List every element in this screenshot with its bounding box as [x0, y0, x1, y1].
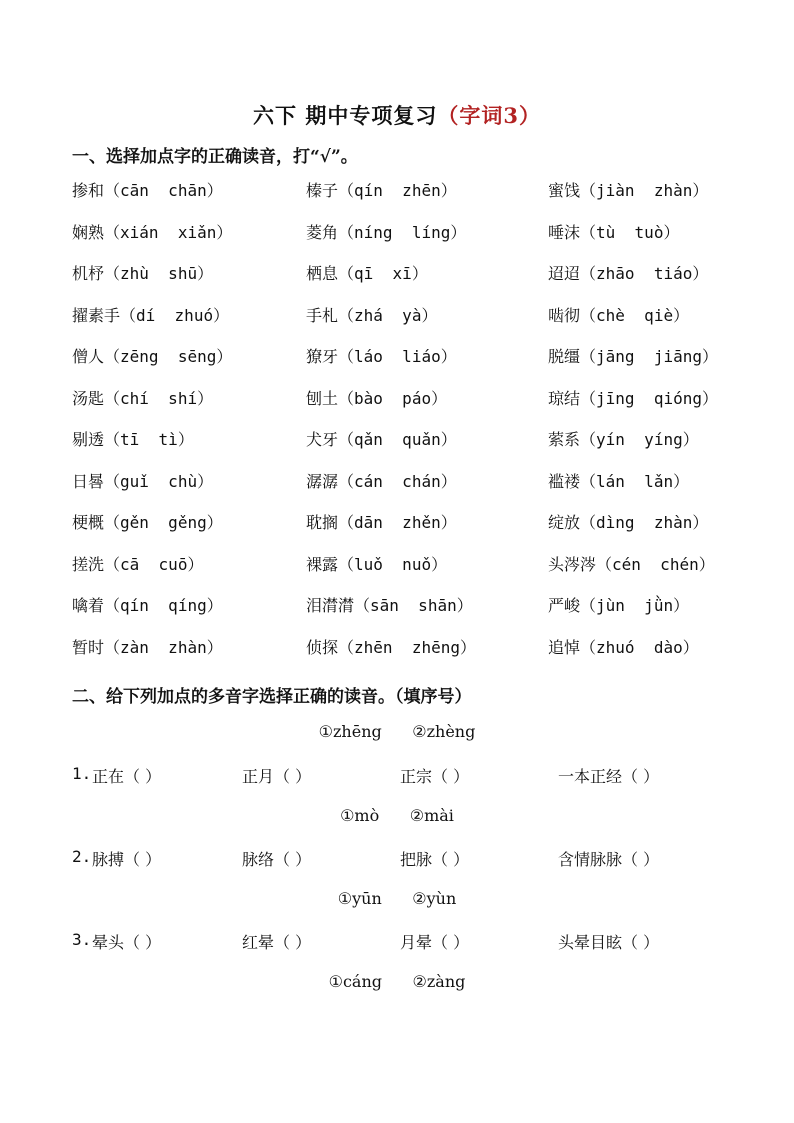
word: 刨土 [306, 388, 339, 408]
word-choice-item[interactable] [72, 261, 213, 284]
pinyin-options: （chí shí） [104, 388, 214, 408]
pinyin-options: （cān chān） [104, 181, 223, 200]
pinyin-options: （qǎn quǎn） [338, 430, 457, 449]
question-item[interactable]: 红晕（ ） [242, 933, 312, 952]
word-choice-item[interactable] [72, 220, 232, 243]
grid-row [72, 593, 752, 635]
word-choice-item[interactable] [72, 635, 223, 658]
word: 蜜饯 [548, 181, 581, 200]
word: 琼结 [548, 388, 581, 408]
word: 擢素手 [72, 305, 121, 325]
question-number: 2. [72, 847, 92, 866]
word: 追悼 [548, 637, 581, 657]
pinyin-options: （bào páo） [338, 388, 448, 408]
word-choice-item[interactable] [548, 469, 689, 492]
word: 掺和 [72, 181, 105, 200]
question-item[interactable]: 含情脉脉（ ） [558, 850, 660, 869]
question-number: 1. [72, 764, 92, 783]
word-choice-item[interactable] [306, 510, 457, 533]
word-choice-item[interactable] [306, 593, 473, 616]
pinyin-options: （dí zhuó） [120, 305, 230, 325]
grid-row [72, 178, 752, 220]
pinyin-options: （láo liáo） [338, 347, 457, 366]
question-item[interactable]: 把脉（ ） [400, 850, 470, 869]
grid-row [72, 261, 752, 303]
options-group-4: ①cáng ②zàng [328, 972, 466, 991]
word-choice-item[interactable] [548, 427, 699, 450]
word-choice-item[interactable] [548, 178, 708, 201]
word: 手札 [306, 305, 339, 325]
word: 耽搁 [306, 513, 339, 532]
options-group-3: ①yūn ②yùn [337, 889, 457, 908]
title-main: 六下 期中专项复习 [253, 103, 438, 128]
pinyin-options: （zēng sēng） [104, 347, 233, 366]
pinyin-options: （xián xiǎn） [104, 222, 233, 242]
question-item[interactable]: 正宗（ ） [400, 767, 470, 786]
pinyin-options: （zhù shū） [104, 264, 214, 283]
word: 泪潸潸 [306, 596, 355, 615]
pinyin-options: （luǒ nuǒ） [338, 554, 448, 574]
grid-row [72, 427, 752, 469]
pinyin-options: （níng líng） [338, 222, 467, 242]
word: 严峻 [548, 596, 581, 615]
word-choice-item[interactable] [306, 427, 457, 450]
word-choice-item[interactable] [306, 220, 466, 243]
word: 萦系 [548, 430, 581, 449]
pinyin-options: （sān shān） [354, 596, 473, 615]
word: 栖息 [306, 264, 339, 283]
word-choice-item[interactable] [72, 552, 203, 575]
word-choice-item[interactable] [72, 427, 194, 450]
word: 潺潺 [306, 471, 339, 491]
section2-heading: 二、给下列加点的多音字选择正确的读音。（填序号） [72, 687, 472, 707]
question-item[interactable]: 晕头（ ） [92, 933, 162, 952]
question-item[interactable]: 正月（ ） [242, 767, 312, 786]
word-choice-item[interactable] [548, 635, 699, 658]
word: 榛子 [306, 181, 339, 200]
word: 汤匙 [72, 388, 105, 408]
word: 犬牙 [306, 430, 339, 449]
word-choice-item[interactable] [548, 552, 715, 575]
pinyin-options: （jāng jiāng） [580, 347, 718, 366]
grid-row [72, 344, 752, 386]
word-choice-item[interactable] [72, 510, 223, 533]
word: 褴褛 [548, 471, 581, 491]
word-choice-item[interactable] [306, 344, 457, 367]
pinyin-options: （yín yíng） [580, 430, 699, 449]
question-item[interactable]: 头晕目眩（ ） [558, 933, 660, 952]
word-choice-item[interactable] [548, 386, 718, 409]
word-choice-item[interactable] [548, 220, 679, 243]
word: 娴熟 [72, 222, 105, 242]
grid-row [72, 469, 752, 511]
pinyin-options: （zhá yà） [338, 305, 438, 325]
question-item[interactable]: 月晕（ ） [400, 933, 470, 952]
word: 梗概 [72, 513, 105, 532]
word-choice-item[interactable] [548, 593, 689, 616]
pinyin-choice-grid [72, 178, 752, 676]
word-choice-item[interactable] [306, 261, 428, 284]
pinyin-options: （qín qíng） [104, 596, 223, 615]
word: 噙着 [72, 596, 105, 615]
word: 裸露 [306, 554, 339, 574]
grid-row [72, 510, 752, 552]
options-group-1: ①zhēng ②zhèng [318, 722, 476, 741]
word-choice-item[interactable] [72, 593, 223, 616]
pinyin-options: （cā cuō） [104, 554, 204, 574]
pinyin-options: （zhuó dào） [580, 637, 699, 657]
word: 僧人 [72, 347, 105, 366]
word: 机杼 [72, 264, 105, 283]
question-item[interactable]: 正在（ ） [92, 767, 162, 786]
word-choice-item[interactable] [306, 635, 476, 658]
grid-row [72, 552, 752, 594]
word: 脱缰 [548, 347, 581, 366]
word-choice-item[interactable] [72, 386, 213, 409]
word: 侦探 [306, 637, 339, 657]
word: 头涔涔 [548, 554, 597, 574]
grid-row [72, 635, 752, 677]
word-choice-item[interactable] [548, 510, 708, 533]
word-choice-item[interactable] [72, 303, 229, 326]
word: 獠牙 [306, 347, 339, 366]
pinyin-options: （jīng qióng） [580, 388, 718, 408]
grid-row [72, 220, 752, 262]
pinyin-options: （lán lǎn） [580, 471, 690, 491]
question-item[interactable]: 脉搏（ ） [92, 850, 162, 869]
pinyin-options: （tù tuò） [580, 222, 680, 242]
word: 菱角 [306, 222, 339, 242]
word-choice-item[interactable] [306, 303, 437, 326]
pinyin-options: （zàn zhàn） [104, 637, 223, 657]
pinyin-options: （qín zhēn） [338, 181, 457, 200]
word: 唾沫 [548, 222, 581, 242]
word: 绽放 [548, 513, 581, 532]
page-title [0, 100, 794, 130]
word-choice-item[interactable] [306, 386, 447, 409]
word-choice-item[interactable] [548, 261, 708, 284]
pinyin-options: （dān zhěn） [338, 513, 457, 532]
pinyin-options: （cén chén） [596, 554, 715, 574]
word-choice-item[interactable] [306, 178, 457, 201]
grid-row [72, 386, 752, 428]
pinyin-options: （tī tì） [104, 430, 194, 449]
options-group-2: ①mò ②mài [340, 806, 454, 825]
word-choice-item[interactable] [306, 552, 447, 575]
pinyin-options: （jùn jǜn） [580, 596, 690, 615]
pinyin-options: （zhēn zhēng） [338, 637, 476, 657]
pinyin-options: （dìng zhàn） [580, 513, 709, 532]
question-item[interactable]: 脉络（ ） [242, 850, 312, 869]
pinyin-options: （chè qiè） [580, 305, 690, 325]
word-choice-item[interactable] [306, 469, 457, 492]
word: 日晷 [72, 471, 105, 491]
title-accent: （字词3） [437, 103, 541, 128]
pinyin-options: （gěn gěng） [104, 513, 223, 532]
pinyin-options: （cán chán） [338, 471, 457, 491]
section1-heading: 一、选择加点字的正确读音，打“√”。 [72, 147, 358, 167]
word-choice-item[interactable] [72, 469, 213, 492]
pinyin-options: （jiàn zhàn） [580, 181, 709, 200]
pinyin-options: （guǐ chù） [104, 471, 214, 491]
word: 剔透 [72, 430, 105, 449]
word: 搓洗 [72, 554, 105, 574]
word-choice-item[interactable] [548, 344, 718, 367]
word-choice-item[interactable] [72, 344, 232, 367]
question-number: 3. [72, 930, 92, 949]
pinyin-options: （qī xī） [338, 264, 428, 283]
word-choice-item[interactable] [72, 178, 223, 201]
word-choice-item[interactable] [548, 303, 689, 326]
grid-row [72, 303, 752, 345]
question-item[interactable]: 一本正经（ ） [558, 767, 660, 786]
word: 啮彻 [548, 305, 581, 325]
pinyin-options: （zhāo tiáo） [580, 264, 709, 283]
word: 迢迢 [548, 264, 581, 283]
word: 暂时 [72, 637, 105, 657]
